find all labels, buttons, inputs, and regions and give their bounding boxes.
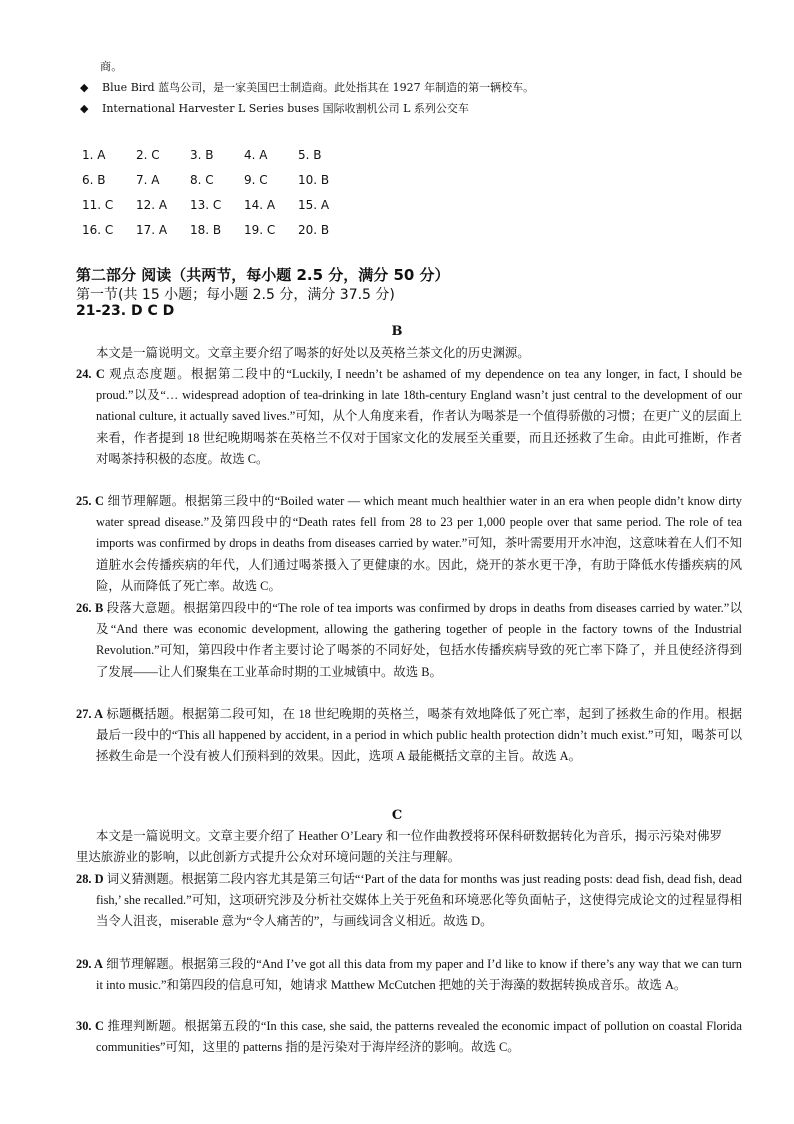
question-27: [76, 704, 742, 768]
question-number: 30. C: [76, 1019, 104, 1033]
answer-item: 18. B: [190, 222, 222, 237]
section-one-heading: 第一节(共 15 小题；每小题 2.5 分，满分 37.5 分): [76, 287, 395, 303]
diamond-bullet-icon: ◆: [80, 81, 89, 94]
question-24: [76, 364, 742, 470]
answer-item: 13. C: [190, 197, 222, 212]
question-25: [76, 491, 742, 597]
question-26: [76, 598, 742, 683]
question-28: [76, 869, 742, 933]
answer-row: [82, 217, 352, 242]
question-number: 24. C: [76, 367, 105, 381]
answer-item: 12. A: [136, 197, 168, 212]
question-explanation: 推理判断题。根据第五段的“In this case, she said, the patterns revealed the economic impact of pollution on coastal Florida communities”可知，这里的 patterns 指的是污染对于海岸经济的影响。故选 C。: [96, 1019, 742, 1055]
answer-row: [82, 142, 352, 167]
question-number: 27. A: [76, 707, 104, 721]
answer-item: 11. C: [82, 197, 114, 212]
question-explanation: 段落大意题。根据第四段中的“The role of tea imports was confirmed by drops in deaths from diseases carried by water.”以及“And there was economic development, allowing the gathering together of people in the factory towns of the Industrial Revolution.”可知，第四段中作者主要讨论了喝茶的不同好处，包括水传播疾病导致的死亡率下降了，并且使经济得到了发展——让人们聚集在工业革命时期的工业城镇中。故选 B。: [96, 601, 742, 679]
answer-item: 15. A: [298, 197, 330, 212]
passage-b-intro: 本文是一篇说明文。文章主要介绍了喝茶的好处以及英格兰茶文化的历史渊源。: [96, 346, 530, 360]
continued-fragment: 商。: [100, 60, 123, 73]
question-explanation: 细节理解题。根据第三段的“And I’ve got all this data from my paper and I’d like to know if there’s any way that we can turn it into music.”和第四段的信息可知，她请求 Matthew McCutchen 把她的关于海藻的数据转换成音乐。故选 A。: [96, 957, 742, 993]
bullet-note-blue-bird: [80, 80, 770, 95]
answer-row: [82, 192, 352, 217]
answer-item: 5. B: [298, 147, 322, 162]
bullet-text: International Harvester L Series buses 国际收割机公司 L 系列公交车: [102, 102, 469, 115]
answer-item: 1. A: [82, 147, 106, 162]
answer-item: 10. B: [298, 172, 330, 187]
answer-item: 17. A: [136, 222, 168, 237]
answer-item: 20. B: [298, 222, 330, 237]
passage-c-letter: C: [391, 808, 403, 823]
question-explanation: 标题概括题。根据第二段可知，在 18 世纪晚期的英格兰，喝茶有效地降低了死亡率，起到了拯救生命的作用。根据最后一段中的“This all happened by accident, in a period in which public health protection didn’t much exist.”可知，喝茶可以拯救生命是一个没有被人们预料到的效果。因此，选项 A 最能概括文章的主旨。故选 A。: [96, 707, 742, 764]
answer-item: 2. C: [136, 147, 160, 162]
bullet-note-harvester: [80, 101, 770, 116]
answer-item: 8. C: [190, 172, 214, 187]
answer-item: 7. A: [136, 172, 160, 187]
question-number: 25. C: [76, 494, 104, 508]
passage-b-letter: B: [391, 324, 403, 339]
part-two-heading: 第二部分 阅读（共两节，每小题 2.5 分，满分 50 分）: [76, 266, 450, 284]
answer-item: 14. A: [244, 197, 276, 212]
question-29: [76, 954, 742, 996]
question-number: 28. D: [76, 872, 104, 886]
question-number: 29. A: [76, 957, 103, 971]
answer-row: [82, 167, 352, 192]
passage-c-intro: 本文是一篇说明文。文章主要介绍了 Heather O’Leary 和一位作曲教授将环保科研数据转化为音乐，揭示污染对佛罗里达旅游业的影响，以此创新方式提升公众对环境问题的关注与理解。: [76, 829, 722, 865]
question-30: [76, 1016, 742, 1058]
question-number: 26. B: [76, 601, 104, 615]
answer-item: 6. B: [82, 172, 106, 187]
answer-item: 19. C: [244, 222, 276, 237]
answer-grid: [82, 142, 352, 242]
question-explanation: 细节理解题。根据第三段中的“Boiled water — which meant much healthier water in an era when people didn’t know dirty water spread disease.”及第四段中的“Death rates fell from 28 to 23 per 1,000 people over that same period. The role of tea imports was confirmed by drops in deaths from diseases carried by water.”可知，茶叶需要用开水冲泡，这意味着在人们不知道脏水会传播疾病的年代，人们通过喝茶摄入了更健康的水。因此，烧开的茶水更干净，有助于降低水传播疾病的风险，从而降低了死亡率。故选 C。: [96, 494, 742, 593]
diamond-bullet-icon: ◆: [80, 102, 89, 115]
answer-item: 9. C: [244, 172, 268, 187]
bullet-text: Blue Bird 蓝鸟公司，是一家美国巴士制造商。此处指其在 1927 年制造的第一辆校车。: [102, 81, 535, 94]
answer-item: 16. C: [82, 222, 114, 237]
answer-item: 3. B: [190, 147, 214, 162]
question-explanation: 词义猜测题。根据第二段内容尤其是第三句话“‘Part of the data for months was just reading posts: dead fish, dead fish, dead fish,’ she recalled.”可知，这项研究涉及分析社交媒体上关于死鱼和环境恶化等负面帖子，这使得完成论文的过程显得相当令人沮丧，miserable 意为“令人痛苦的”，与画线词含义相近。故选 D。: [96, 872, 742, 929]
answers-21-23: 21-23. D C D: [76, 303, 175, 319]
answer-item: 4. A: [244, 147, 268, 162]
question-explanation: 观点态度题。根据第二段中的“Luckily, I needn’t be ashamed of my dependence on tea any longer, in fact, I should be proud.”以及“… widespread adoption of tea-drinking in late 18th-century England wasn’t just central to the development of our national culture, it actually saved lives.”可知，从个人角度来看，作者认为喝茶是一个值得骄傲的习惯；在更广义的层面上来看，作者提到 18 世纪晚期喝茶在英格兰不仅对于国家文化的发展至关重要，而且还拯救了生命。由此可推断，作者对喝茶持积极的态度。故选 C。: [96, 367, 742, 466]
